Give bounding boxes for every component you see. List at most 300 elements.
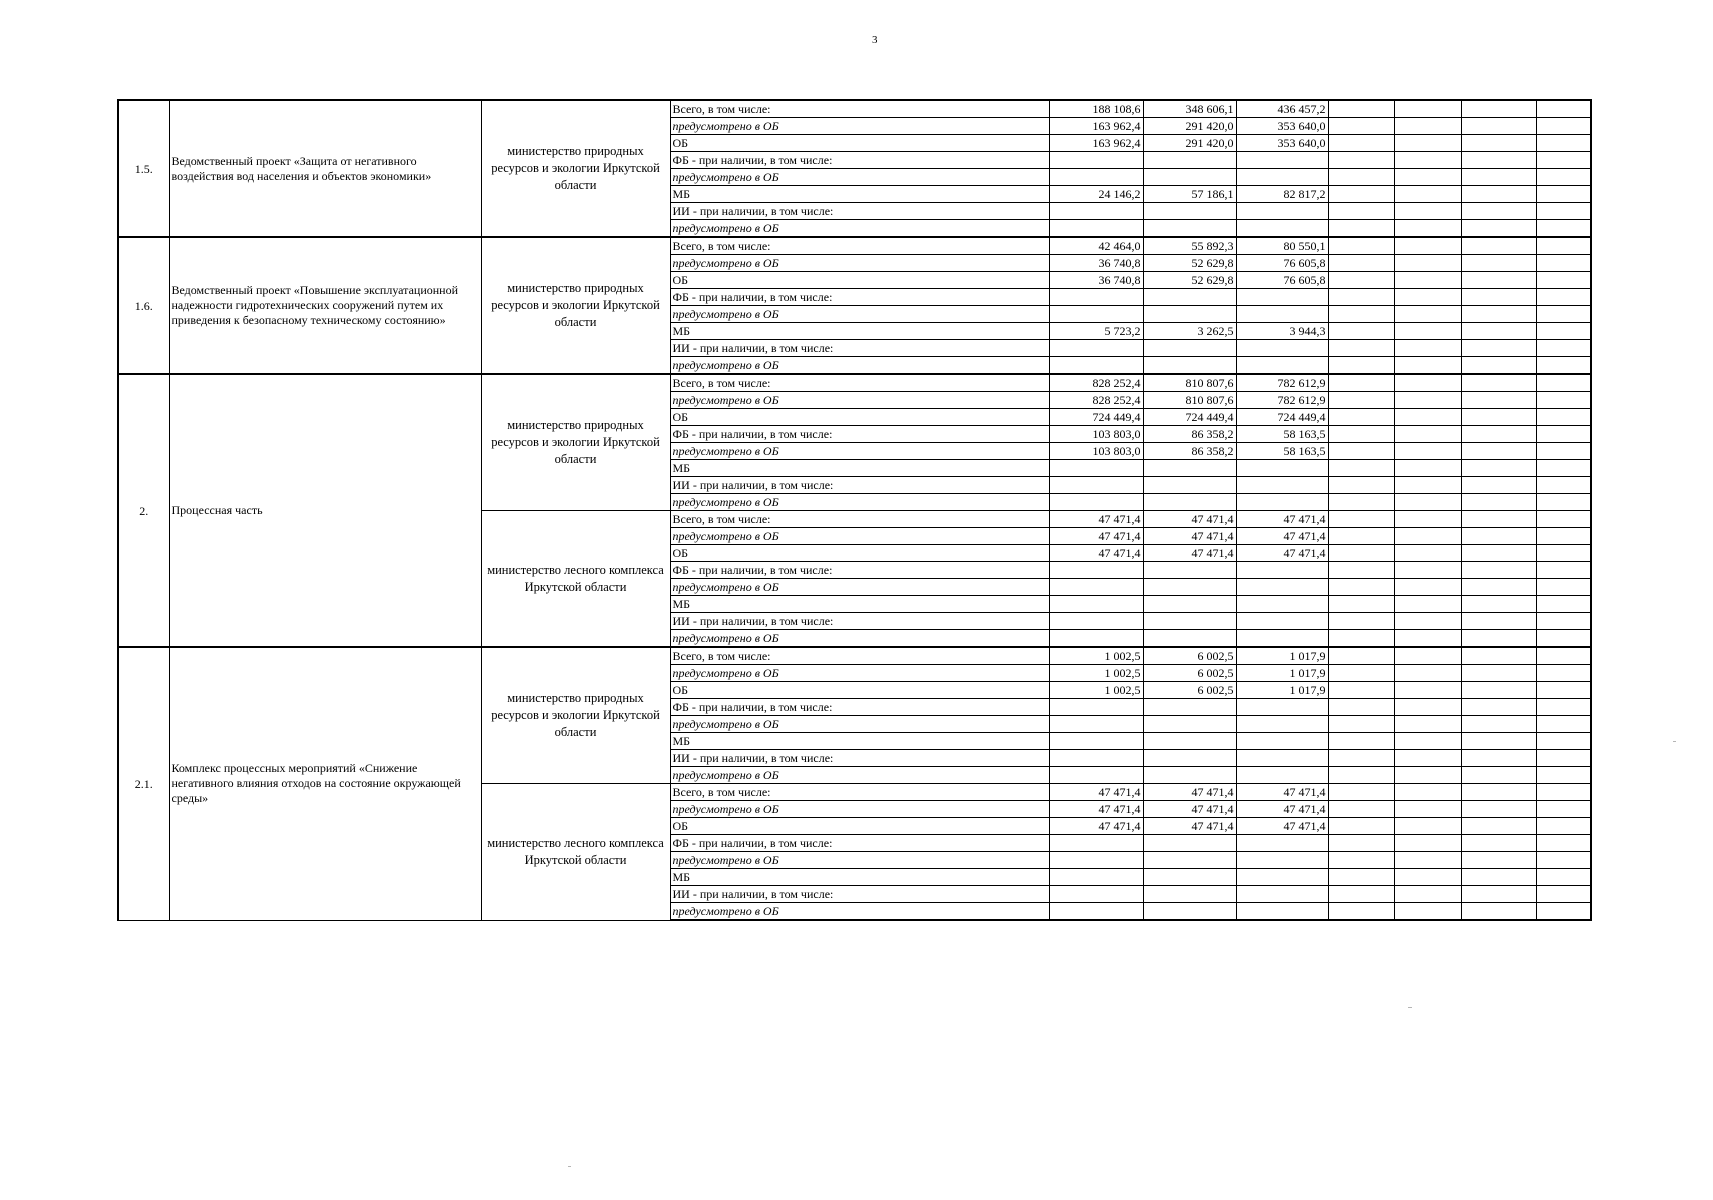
empty-cell <box>1394 784 1461 801</box>
funding-value <box>1143 630 1236 648</box>
empty-cell <box>1536 392 1591 409</box>
funding-value <box>1143 579 1236 596</box>
funding-value <box>1236 903 1328 921</box>
empty-cell <box>1536 272 1591 289</box>
funding-value: 828 252,4 <box>1049 392 1143 409</box>
empty-cell <box>1328 203 1394 220</box>
empty-cell <box>1328 289 1394 306</box>
funding-value <box>1236 835 1328 852</box>
table-row <box>118 100 1591 118</box>
funding-value: 291 420,0 <box>1143 135 1236 152</box>
empty-cell <box>1536 357 1591 375</box>
empty-cell <box>1328 237 1394 255</box>
empty-cell <box>1461 613 1536 630</box>
responsible-executor: министерство природных ресурсов и экологии Иркутской области <box>481 237 670 374</box>
empty-cell <box>1536 528 1591 545</box>
funding-value: 782 612,9 <box>1236 374 1328 392</box>
empty-cell <box>1328 699 1394 716</box>
funding-value <box>1236 460 1328 477</box>
empty-cell <box>1536 323 1591 340</box>
funding-value <box>1049 357 1143 375</box>
funding-source: МБ <box>670 869 1049 886</box>
funding-value: 5 723,2 <box>1049 323 1143 340</box>
empty-cell <box>1461 596 1536 613</box>
empty-cell <box>1394 203 1461 220</box>
empty-cell <box>1461 869 1536 886</box>
empty-cell <box>1461 699 1536 716</box>
empty-cell <box>1328 750 1394 767</box>
empty-cell <box>1394 323 1461 340</box>
empty-cell <box>1461 886 1536 903</box>
funding-value: 47 471,4 <box>1236 818 1328 835</box>
empty-cell <box>1461 237 1536 255</box>
funding-value <box>1143 340 1236 357</box>
funding-value: 163 962,4 <box>1049 135 1143 152</box>
funding-value: 36 740,8 <box>1049 272 1143 289</box>
empty-cell <box>1536 135 1591 152</box>
funding-value <box>1049 613 1143 630</box>
funding-value <box>1236 750 1328 767</box>
empty-cell <box>1536 545 1591 562</box>
empty-cell <box>1328 682 1394 699</box>
funding-source: ФБ - при наличии, в том числе: <box>670 562 1049 579</box>
funding-value: 47 471,4 <box>1049 545 1143 562</box>
funding-value: 58 163,5 <box>1236 443 1328 460</box>
funding-value <box>1143 733 1236 750</box>
responsible-executor: министерство лесного комплекса Иркутской области <box>481 511 670 648</box>
funding-value <box>1049 886 1143 903</box>
empty-cell <box>1536 460 1591 477</box>
funding-value <box>1049 699 1143 716</box>
funding-value: 103 803,0 <box>1049 426 1143 443</box>
empty-cell <box>1328 220 1394 238</box>
responsible-executor: министерство природных ресурсов и экологии Иркутской области <box>481 647 670 784</box>
empty-cell <box>1536 100 1591 118</box>
funding-value: 47 471,4 <box>1143 511 1236 528</box>
empty-cell <box>1394 801 1461 818</box>
funding-value <box>1049 220 1143 238</box>
empty-cell <box>1536 579 1591 596</box>
empty-cell <box>1394 220 1461 238</box>
funding-value: 52 629,8 <box>1143 272 1236 289</box>
empty-cell <box>1328 477 1394 494</box>
funding-value <box>1049 869 1143 886</box>
empty-cell <box>1461 630 1536 648</box>
funding-value <box>1049 169 1143 186</box>
funding-value: 1 017,9 <box>1236 647 1328 665</box>
empty-cell <box>1536 289 1591 306</box>
funding-value <box>1236 562 1328 579</box>
empty-cell <box>1536 903 1591 921</box>
table-row <box>118 647 1591 665</box>
funding-value <box>1143 767 1236 784</box>
responsible-executor: министерство лесного комплекса Иркутской области <box>481 784 670 921</box>
funding-source: предусмотрено в ОБ <box>670 118 1049 135</box>
empty-cell <box>1328 494 1394 511</box>
empty-cell <box>1461 784 1536 801</box>
empty-cell <box>1536 665 1591 682</box>
empty-cell <box>1536 801 1591 818</box>
funding-value: 47 471,4 <box>1236 801 1328 818</box>
empty-cell <box>1328 443 1394 460</box>
funding-value: 76 605,8 <box>1236 255 1328 272</box>
empty-cell <box>1461 528 1536 545</box>
empty-cell <box>1536 477 1591 494</box>
funding-value <box>1143 460 1236 477</box>
funding-value: 47 471,4 <box>1143 818 1236 835</box>
funding-value <box>1143 852 1236 869</box>
empty-cell <box>1536 340 1591 357</box>
funding-source: ОБ <box>670 545 1049 562</box>
responsible-executor: министерство природных ресурсов и экологии Иркутской области <box>481 374 670 511</box>
section-name: Ведомственный проект «Защита от негативного воздействия вод населения и объектов экономики» <box>169 100 481 237</box>
funding-value <box>1236 767 1328 784</box>
empty-cell <box>1394 460 1461 477</box>
funding-value: 47 471,4 <box>1049 528 1143 545</box>
funding-value: 55 892,3 <box>1143 237 1236 255</box>
funding-value <box>1049 289 1143 306</box>
funding-source: предусмотрено в ОБ <box>670 801 1049 818</box>
funding-value: 353 640,0 <box>1236 118 1328 135</box>
empty-cell <box>1328 733 1394 750</box>
empty-cell <box>1461 135 1536 152</box>
empty-cell <box>1461 818 1536 835</box>
funding-value: 348 606,1 <box>1143 100 1236 118</box>
scan-speck <box>1673 741 1676 742</box>
funding-source: ИИ - при наличии, в том числе: <box>670 203 1049 220</box>
funding-value <box>1049 152 1143 169</box>
empty-cell <box>1394 357 1461 375</box>
empty-cell <box>1394 733 1461 750</box>
funding-value: 86 358,2 <box>1143 426 1236 443</box>
funding-source: ИИ - при наличии, в том числе: <box>670 340 1049 357</box>
funding-value: 86 358,2 <box>1143 443 1236 460</box>
empty-cell <box>1328 323 1394 340</box>
funding-value: 47 471,4 <box>1049 511 1143 528</box>
funding-source: предусмотрено в ОБ <box>670 665 1049 682</box>
empty-cell <box>1536 203 1591 220</box>
empty-cell <box>1536 511 1591 528</box>
empty-cell <box>1461 152 1536 169</box>
empty-cell <box>1328 903 1394 921</box>
empty-cell <box>1536 306 1591 323</box>
empty-cell <box>1461 100 1536 118</box>
scan-speck <box>1408 1007 1412 1008</box>
empty-cell <box>1461 750 1536 767</box>
empty-cell <box>1461 289 1536 306</box>
funding-value: 163 962,4 <box>1049 118 1143 135</box>
empty-cell <box>1328 665 1394 682</box>
empty-cell <box>1536 835 1591 852</box>
funding-value: 291 420,0 <box>1143 118 1236 135</box>
funding-value <box>1143 596 1236 613</box>
funding-value <box>1049 630 1143 648</box>
funding-source: предусмотрено в ОБ <box>670 443 1049 460</box>
empty-cell <box>1536 869 1591 886</box>
funding-value <box>1236 579 1328 596</box>
funding-source: ИИ - при наличии, в том числе: <box>670 886 1049 903</box>
funding-value <box>1236 220 1328 238</box>
empty-cell <box>1328 152 1394 169</box>
empty-cell <box>1328 118 1394 135</box>
funding-source: МБ <box>670 323 1049 340</box>
table-row <box>118 374 1591 392</box>
funding-source: предусмотрено в ОБ <box>670 255 1049 272</box>
empty-cell <box>1328 340 1394 357</box>
empty-cell <box>1536 443 1591 460</box>
empty-cell <box>1394 528 1461 545</box>
funding-value <box>1143 289 1236 306</box>
funding-value <box>1236 203 1328 220</box>
funding-value: 6 002,5 <box>1143 682 1236 699</box>
funding-value <box>1049 562 1143 579</box>
empty-cell <box>1461 392 1536 409</box>
empty-cell <box>1536 237 1591 255</box>
empty-cell <box>1394 272 1461 289</box>
funding-value: 828 252,4 <box>1049 374 1143 392</box>
funding-value <box>1143 477 1236 494</box>
funding-source: ОБ <box>670 818 1049 835</box>
funding-value <box>1143 750 1236 767</box>
funding-source: Всего, в том числе: <box>670 237 1049 255</box>
funding-value <box>1143 220 1236 238</box>
funding-value: 1 002,5 <box>1049 647 1143 665</box>
empty-cell <box>1394 494 1461 511</box>
funding-value <box>1143 716 1236 733</box>
funding-value <box>1236 169 1328 186</box>
empty-cell <box>1461 494 1536 511</box>
empty-cell <box>1328 272 1394 289</box>
empty-cell <box>1461 767 1536 784</box>
empty-cell <box>1328 784 1394 801</box>
empty-cell <box>1328 169 1394 186</box>
funding-value <box>1236 152 1328 169</box>
funding-value <box>1236 494 1328 511</box>
table-row <box>118 237 1591 255</box>
empty-cell <box>1394 818 1461 835</box>
funding-value: 6 002,5 <box>1143 665 1236 682</box>
funding-value: 47 471,4 <box>1143 528 1236 545</box>
funding-value <box>1236 716 1328 733</box>
empty-cell <box>1536 562 1591 579</box>
funding-value <box>1049 340 1143 357</box>
empty-cell <box>1394 647 1461 665</box>
funding-source: предусмотрено в ОБ <box>670 357 1049 375</box>
empty-cell <box>1461 357 1536 375</box>
funding-value: 47 471,4 <box>1049 801 1143 818</box>
funding-source: Всего, в том числе: <box>670 374 1049 392</box>
empty-cell <box>1394 750 1461 767</box>
funding-value <box>1049 203 1143 220</box>
empty-cell <box>1328 409 1394 426</box>
funding-source: предусмотрено в ОБ <box>670 494 1049 511</box>
empty-cell <box>1461 835 1536 852</box>
empty-cell <box>1461 306 1536 323</box>
empty-cell <box>1461 220 1536 238</box>
funding-value <box>1143 835 1236 852</box>
funding-value <box>1049 716 1143 733</box>
funding-value <box>1049 494 1143 511</box>
empty-cell <box>1394 426 1461 443</box>
funding-value <box>1236 477 1328 494</box>
empty-cell <box>1536 409 1591 426</box>
funding-value: 3 262,5 <box>1143 323 1236 340</box>
empty-cell <box>1461 374 1536 392</box>
funding-value <box>1236 340 1328 357</box>
empty-cell <box>1394 135 1461 152</box>
funding-value <box>1049 852 1143 869</box>
funding-value <box>1236 613 1328 630</box>
empty-cell <box>1328 613 1394 630</box>
section-name: Ведомственный проект «Повышение эксплуатационной надежности гидротехнических сооружений путем их приведения к безопасному техническому состоянию» <box>169 237 481 374</box>
funding-value <box>1143 886 1236 903</box>
funding-value <box>1049 477 1143 494</box>
empty-cell <box>1394 392 1461 409</box>
empty-cell <box>1394 511 1461 528</box>
table-body <box>118 100 1591 920</box>
funding-source: Всего, в том числе: <box>670 784 1049 801</box>
empty-cell <box>1394 443 1461 460</box>
funding-value <box>1143 306 1236 323</box>
funding-source: ИИ - при наличии, в том числе: <box>670 613 1049 630</box>
funding-value <box>1049 750 1143 767</box>
funding-source: МБ <box>670 460 1049 477</box>
section-name: Процессная часть <box>169 374 481 647</box>
empty-cell <box>1461 682 1536 699</box>
empty-cell <box>1461 203 1536 220</box>
funding-value: 724 449,4 <box>1143 409 1236 426</box>
funding-source: МБ <box>670 186 1049 203</box>
empty-cell <box>1394 613 1461 630</box>
empty-cell <box>1536 647 1591 665</box>
funding-value <box>1236 869 1328 886</box>
funding-value <box>1049 767 1143 784</box>
funding-value <box>1236 630 1328 648</box>
funding-source: ФБ - при наличии, в том числе: <box>670 835 1049 852</box>
empty-cell <box>1536 613 1591 630</box>
empty-cell <box>1328 460 1394 477</box>
empty-cell <box>1536 818 1591 835</box>
empty-cell <box>1394 630 1461 648</box>
funding-value: 6 002,5 <box>1143 647 1236 665</box>
empty-cell <box>1461 852 1536 869</box>
funding-value: 47 471,4 <box>1236 511 1328 528</box>
empty-cell <box>1536 118 1591 135</box>
funding-value: 810 807,6 <box>1143 374 1236 392</box>
funding-value <box>1049 579 1143 596</box>
empty-cell <box>1328 374 1394 392</box>
funding-source: ФБ - при наличии, в том числе: <box>670 152 1049 169</box>
funding-value <box>1049 306 1143 323</box>
empty-cell <box>1394 409 1461 426</box>
empty-cell <box>1394 716 1461 733</box>
empty-cell <box>1461 647 1536 665</box>
funding-value: 80 550,1 <box>1236 237 1328 255</box>
funding-value <box>1143 152 1236 169</box>
funding-source: МБ <box>670 596 1049 613</box>
funding-source: Всего, в том числе: <box>670 647 1049 665</box>
funding-value <box>1236 289 1328 306</box>
empty-cell <box>1328 630 1394 648</box>
empty-cell <box>1328 135 1394 152</box>
empty-cell <box>1536 220 1591 238</box>
funding-value <box>1049 903 1143 921</box>
funding-source: ФБ - при наличии, в том числе: <box>670 699 1049 716</box>
empty-cell <box>1394 340 1461 357</box>
funding-value <box>1236 733 1328 750</box>
empty-cell <box>1328 528 1394 545</box>
funding-source: ФБ - при наличии, в том числе: <box>670 426 1049 443</box>
funding-value <box>1143 869 1236 886</box>
funding-source: ОБ <box>670 682 1049 699</box>
funding-source: ФБ - при наличии, в том числе: <box>670 289 1049 306</box>
empty-cell <box>1394 562 1461 579</box>
empty-cell <box>1394 596 1461 613</box>
empty-cell <box>1328 545 1394 562</box>
funding-value: 47 471,4 <box>1049 818 1143 835</box>
responsible-executor: министерство природных ресурсов и экологии Иркутской области <box>481 100 670 237</box>
empty-cell <box>1536 186 1591 203</box>
empty-cell <box>1461 118 1536 135</box>
empty-cell <box>1536 716 1591 733</box>
empty-cell <box>1461 460 1536 477</box>
funding-value: 57 186,1 <box>1143 186 1236 203</box>
empty-cell <box>1328 186 1394 203</box>
page-number: 3 <box>872 34 878 46</box>
funding-source: предусмотрено в ОБ <box>670 169 1049 186</box>
empty-cell <box>1536 596 1591 613</box>
section-number: 2.1. <box>118 647 169 920</box>
funding-value <box>1049 733 1143 750</box>
funding-value <box>1236 699 1328 716</box>
empty-cell <box>1461 511 1536 528</box>
empty-cell <box>1461 443 1536 460</box>
empty-cell <box>1461 716 1536 733</box>
funding-value <box>1049 460 1143 477</box>
section-number: 1.5. <box>118 100 169 237</box>
funding-source: ОБ <box>670 409 1049 426</box>
funding-source: МБ <box>670 733 1049 750</box>
funding-value: 1 002,5 <box>1049 665 1143 682</box>
section-number: 2. <box>118 374 169 647</box>
funding-value: 103 803,0 <box>1049 443 1143 460</box>
empty-cell <box>1536 733 1591 750</box>
empty-cell <box>1328 818 1394 835</box>
funding-value <box>1236 596 1328 613</box>
empty-cell <box>1328 357 1394 375</box>
empty-cell <box>1394 152 1461 169</box>
funding-value: 724 449,4 <box>1236 409 1328 426</box>
empty-cell <box>1461 562 1536 579</box>
empty-cell <box>1461 255 1536 272</box>
funding-value <box>1143 203 1236 220</box>
empty-cell <box>1394 579 1461 596</box>
funding-source: Всего, в том числе: <box>670 100 1049 118</box>
funding-source: предусмотрено в ОБ <box>670 579 1049 596</box>
empty-cell <box>1461 579 1536 596</box>
funding-source: ОБ <box>670 135 1049 152</box>
funding-value: 47 471,4 <box>1143 545 1236 562</box>
empty-cell <box>1394 767 1461 784</box>
empty-cell <box>1394 169 1461 186</box>
funding-source: ОБ <box>670 272 1049 289</box>
funding-value <box>1236 886 1328 903</box>
empty-cell <box>1536 767 1591 784</box>
funding-value: 52 629,8 <box>1143 255 1236 272</box>
empty-cell <box>1461 409 1536 426</box>
funding-value <box>1143 699 1236 716</box>
funding-value: 1 017,9 <box>1236 665 1328 682</box>
